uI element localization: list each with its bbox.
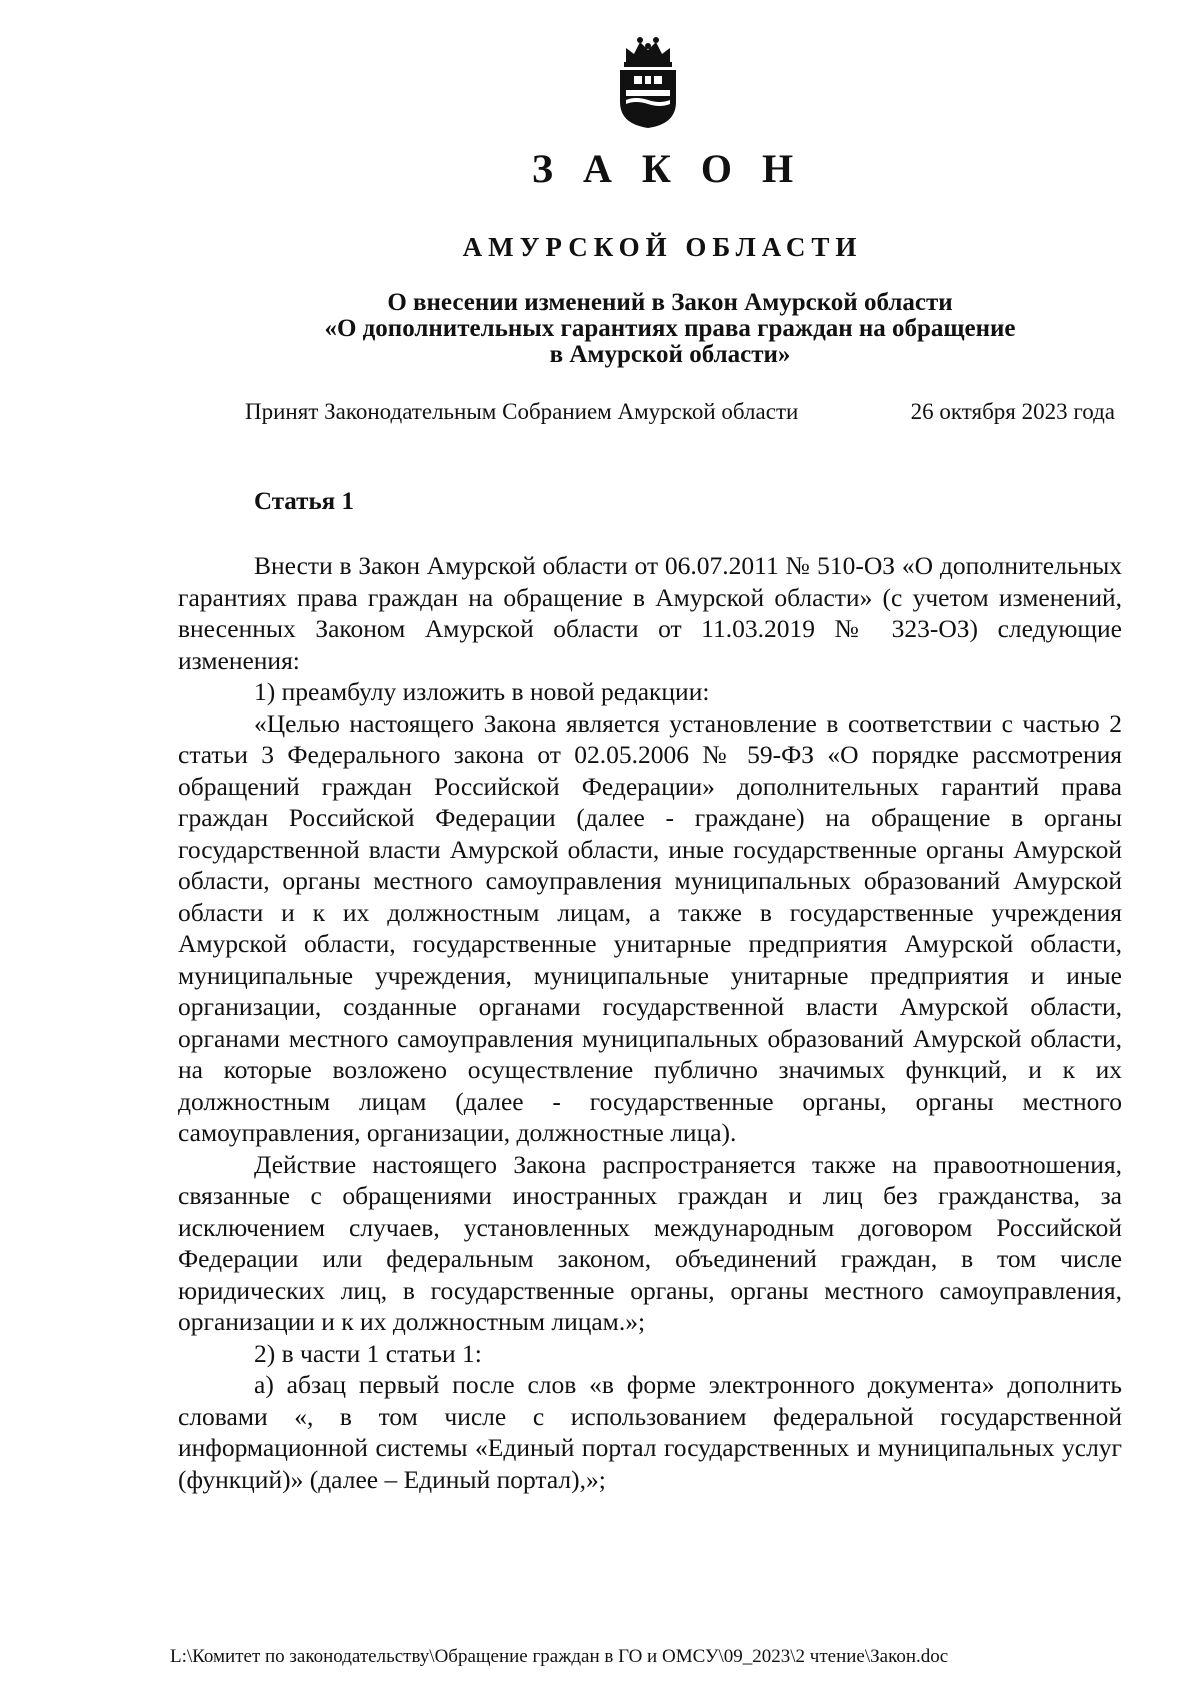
paragraph: Действие настоящего Закона распространяется также на правоотношения, связанные с обращениями иностранных граждан и лиц без гражданства, за исключением случаев, установленных международным договором Российской Федерации или федеральным законом, объединений граждан, в том числе юридических лиц, в государственные органы, органы местного самоуправления, организации и к их должностным лицам.»; (178, 1149, 1122, 1336)
law-name-line: О внесении изменений в Закон Амурской области (387, 289, 953, 316)
paragraph: а) абзац первый после слов «в форме электронного документа» дополнить словами «, в том числе с использованием федеральной государственной информационной системы «Единый портал государственных и муниципальных услуг (функций)» (далее – Единый портал),»; (178, 1370, 1122, 1494)
law-name (240, 290, 1100, 368)
article-heading: Статья 1 (254, 488, 354, 515)
document-subtitle: АМУРСКОЙ ОБЛАСТИ (462, 232, 863, 262)
article-body (178, 550, 1122, 1495)
paragraph: 2) в части 1 статьи 1: (254, 1338, 482, 1368)
document-title: З А К О Н (531, 146, 804, 191)
adopted-by: Принят Законодательным Собранием Амурской области (245, 399, 799, 424)
coat-of-arms-icon (612, 34, 684, 130)
paragraph: Внести в Закон Амурской области от 06.07.2011 № 510-ОЗ «О дополнительных гарантиях права граждан на обращение в Амурской области» (с учетом изменений, внесенных Законом Амурской области от 11.03.2019 № 323-ОЗ) следующие изменения: (178, 551, 1122, 675)
law-name-line: в Амурской области» (549, 341, 791, 368)
adoption-info (245, 399, 1115, 425)
adopted-date: 26 октября 2023 года (910, 399, 1115, 424)
paragraph: 1) преамбулу изложить в новой редакции: (254, 677, 710, 706)
file-path-footer: L:\Комитет по законодательству\Обращение граждан в ГО и ОМСУ\09_2023\2 чтение\Закон.doc (170, 1646, 949, 1667)
paragraph: «Целью настоящего Закона является установление в соответствии с частью 2 статьи 3 Федерального закона от 02.05.2006 № 59-ФЗ «О порядке рассмотрения обращений граждан Российской Федерации» дополнительных гарантий права граждан Российской Федерации (далее - граждане) на обращение в органы государственной власти Амурской области, иные государственные органы Амурской области, органы местного самоуправления муниципальных образований Амурской области и к их должностным лицам, а также в государственные учреждения Амурской области, государственные унитарные предприятия Амурской области, муниципальные учреждения, муниципальные унитарные предприятия и иные организации, созданные органами государственной власти Амурской области, органами местного самоуправления муниципальных образований Амурской области, на которые возложено осуществление публично значимых функций, и к их должностным лицам (далее - государственные органы, органы местного самоуправления, организации, должностные лица). (178, 708, 1122, 1147)
law-name-line: «О дополнительных гарантиях права граждан на обращение (324, 315, 1016, 342)
